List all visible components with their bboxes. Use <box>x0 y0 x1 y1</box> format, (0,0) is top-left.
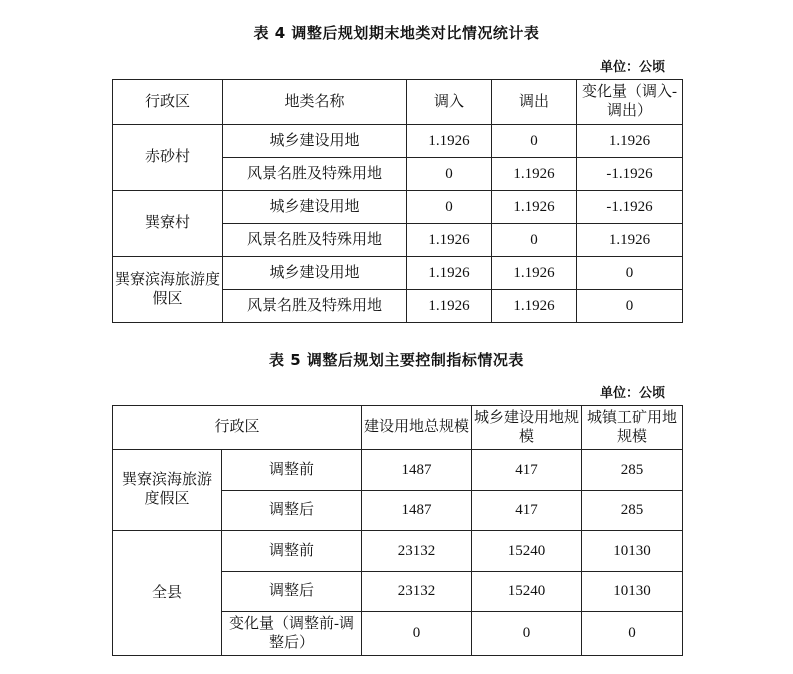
table5-control-indicators <box>112 405 683 656</box>
urban-rural-cell: 15240 <box>472 531 582 572</box>
table-row <box>113 191 683 224</box>
header-region: 行政区 <box>113 406 362 450</box>
table4-title: 表 4 调整后规划期末地类对比情况统计表 <box>253 24 540 42</box>
change-cell: -1.1926 <box>577 191 683 224</box>
out-cell: 0 <box>492 125 577 158</box>
table-row <box>113 257 683 290</box>
region-cell: 巽寮村 <box>113 191 223 257</box>
urban-rural-cell: 417 <box>472 450 582 491</box>
land-type-cell: 城乡建设用地 <box>223 257 407 290</box>
out-cell: 1.1926 <box>492 257 577 290</box>
total-cell: 1487 <box>362 450 472 491</box>
header-town-mining: 城镇工矿用地规模 <box>582 406 683 450</box>
change-cell: 1.1926 <box>577 224 683 257</box>
total-cell: 1487 <box>362 491 472 531</box>
change-cell: 0 <box>577 257 683 290</box>
stage-cell: 调整前 <box>222 531 362 572</box>
region-cell: 全县 <box>113 531 222 656</box>
land-type-cell: 城乡建设用地 <box>223 125 407 158</box>
header-total-construction: 建设用地总规模 <box>362 406 472 450</box>
change-cell: -1.1926 <box>577 158 683 191</box>
land-type-cell: 城乡建设用地 <box>223 191 407 224</box>
town-mining-cell: 285 <box>582 450 683 491</box>
region-cell: 巽寮滨海旅游度假区 <box>113 257 223 323</box>
change-cell: 1.1926 <box>577 125 683 158</box>
header-land-type: 地类名称 <box>223 80 407 125</box>
region-cell: 赤砂村 <box>113 125 223 191</box>
region-cell: 巽寮滨海旅游度假区 <box>113 450 222 531</box>
land-type-cell: 风景名胜及特殊用地 <box>223 158 407 191</box>
header-in: 调入 <box>407 80 492 125</box>
total-cell: 23132 <box>362 531 472 572</box>
out-cell: 1.1926 <box>492 191 577 224</box>
stage-cell: 调整后 <box>222 491 362 531</box>
header-change: 变化量（调入-调出） <box>577 80 683 125</box>
in-cell: 1.1926 <box>407 224 492 257</box>
in-cell: 0 <box>407 191 492 224</box>
town-mining-cell: 10130 <box>582 531 683 572</box>
header-region: 行政区 <box>113 80 223 125</box>
stage-cell: 变化量（调整前-调整后） <box>222 612 362 656</box>
in-cell: 1.1926 <box>407 257 492 290</box>
table-header-row <box>113 80 683 125</box>
header-urban-rural: 城乡建设用地规模 <box>472 406 582 450</box>
change-cell: 0 <box>577 290 683 323</box>
town-mining-cell: 0 <box>582 612 683 656</box>
table-row <box>113 125 683 158</box>
town-mining-cell: 285 <box>582 491 683 531</box>
out-cell: 0 <box>492 224 577 257</box>
table-row <box>113 531 683 572</box>
table-row <box>113 450 683 491</box>
in-cell: 1.1926 <box>407 125 492 158</box>
table5-title: 表 5 调整后规划主要控制指标情况表 <box>269 351 524 369</box>
total-cell: 0 <box>362 612 472 656</box>
table-header-row <box>113 406 683 450</box>
land-type-cell: 风景名胜及特殊用地 <box>223 290 407 323</box>
in-cell: 1.1926 <box>407 290 492 323</box>
stage-cell: 调整前 <box>222 450 362 491</box>
in-cell: 0 <box>407 158 492 191</box>
urban-rural-cell: 15240 <box>472 572 582 612</box>
table5-unit: 单位：公顷 <box>599 386 665 401</box>
table4-land-type-comparison <box>112 79 683 323</box>
table4-unit: 单位：公顷 <box>599 60 665 75</box>
header-out: 调出 <box>492 80 577 125</box>
land-type-cell: 风景名胜及特殊用地 <box>223 224 407 257</box>
urban-rural-cell: 417 <box>472 491 582 531</box>
out-cell: 1.1926 <box>492 290 577 323</box>
urban-rural-cell: 0 <box>472 612 582 656</box>
total-cell: 23132 <box>362 572 472 612</box>
town-mining-cell: 10130 <box>582 572 683 612</box>
stage-cell: 调整后 <box>222 572 362 612</box>
out-cell: 1.1926 <box>492 158 577 191</box>
